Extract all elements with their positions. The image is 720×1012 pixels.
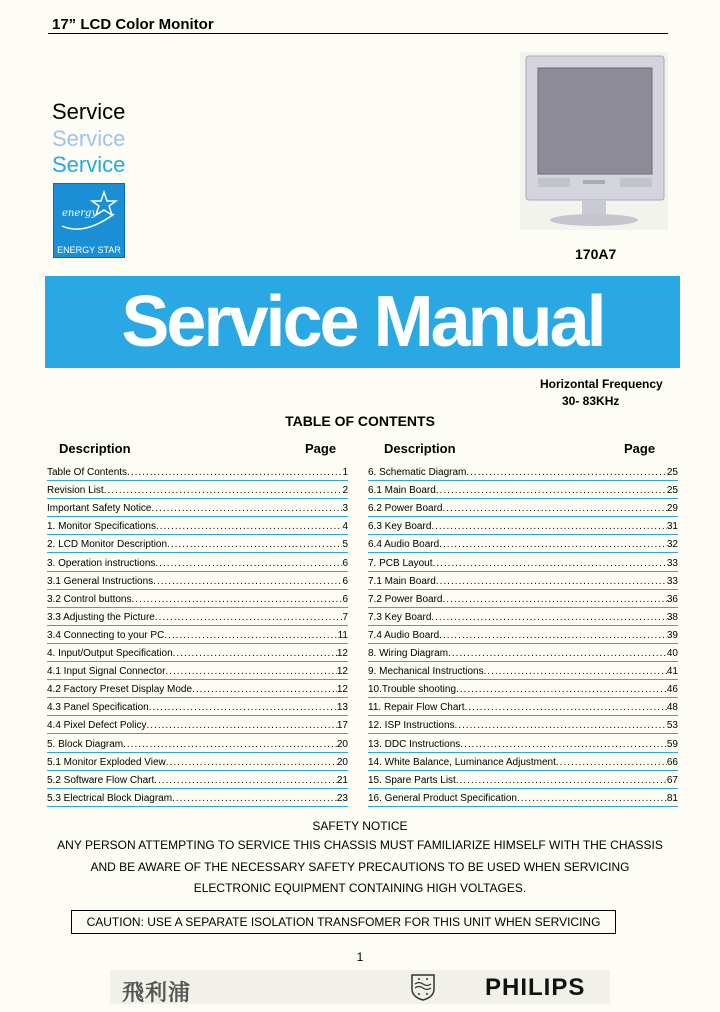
toc-entry-label: 8. Wiring Diagram bbox=[368, 648, 449, 659]
toc-leader-dots bbox=[132, 594, 343, 607]
toc-entry-page: 33 bbox=[666, 575, 678, 587]
toc-entry[interactable] bbox=[47, 661, 348, 680]
toc-entry-page: 6 bbox=[342, 557, 348, 569]
toc-leader-dots bbox=[155, 612, 343, 625]
toc-leader-dots bbox=[443, 594, 667, 607]
horizontal-frequency-value: 30- 83KHz bbox=[562, 394, 620, 408]
toc-leader-dots bbox=[173, 648, 337, 661]
toc-entry[interactable] bbox=[47, 752, 348, 771]
left-page-header: Page bbox=[305, 441, 337, 456]
service-word-3: Service bbox=[52, 152, 126, 177]
toc-entry[interactable] bbox=[47, 734, 348, 753]
philips-shield-icon bbox=[410, 973, 436, 1001]
toc-entry[interactable] bbox=[368, 625, 678, 644]
toc-entry[interactable] bbox=[47, 643, 348, 662]
toc-entry-page: 5 bbox=[342, 539, 348, 551]
toc-leader-dots bbox=[443, 503, 667, 516]
toc-entry-page: 41 bbox=[666, 666, 678, 678]
toc-entry-page: 38 bbox=[666, 611, 678, 623]
toc-entry-label: 4.1 Input Signal Connector bbox=[47, 666, 166, 678]
toc-leader-dots bbox=[164, 630, 337, 643]
toc-entry-page: 1 bbox=[342, 467, 348, 478]
toc-leader-dots bbox=[155, 558, 342, 571]
toc-entry-label: 6.2 Power Board bbox=[368, 503, 443, 515]
toc-entry[interactable] bbox=[47, 697, 348, 716]
toc-entry-label: 4.3 Panel Specification bbox=[47, 702, 149, 714]
toc-entry[interactable] bbox=[47, 788, 348, 807]
toc-entry-page: 25 bbox=[666, 467, 678, 478]
safety-notice-title: SAFETY NOTICE bbox=[312, 819, 408, 833]
toc-entry[interactable] bbox=[368, 788, 678, 807]
service-word-1: Service bbox=[52, 99, 126, 124]
toc-entry-label: 5.2 Software Flow Chart bbox=[47, 774, 155, 786]
toc-leader-dots bbox=[172, 793, 337, 806]
toc-entry-label: 14. White Balance, Luminance Adjustment bbox=[368, 756, 556, 768]
left-description-header: Description bbox=[59, 441, 131, 456]
toc-entry[interactable] bbox=[47, 770, 348, 789]
service-manual-banner bbox=[45, 276, 680, 368]
toc-entry-label: 7.3 Key Board bbox=[368, 611, 432, 623]
toc-leader-dots bbox=[460, 739, 667, 752]
caution-text: CAUTION: USE A SEPARATE ISOLATION TRANSFOMER FOR THIS UNIT WHEN SERVICING bbox=[86, 915, 601, 929]
toc-entry-label: 15. Spare Parts List bbox=[368, 774, 456, 786]
toc-leader-dots bbox=[556, 757, 667, 770]
toc-entry[interactable] bbox=[368, 480, 678, 499]
toc-leader-dots bbox=[466, 467, 667, 480]
toc-entry-page: 40 bbox=[666, 648, 678, 659]
toc-leader-dots bbox=[436, 576, 667, 589]
toc-entry-label: 6.4 Audio Board bbox=[368, 539, 440, 551]
toc-entry-label: 5. Block Diagram bbox=[47, 738, 124, 750]
toc-entry-label: 6.1 Main Board bbox=[368, 485, 436, 497]
toc-leader-dots bbox=[149, 702, 337, 715]
toc-leader-dots bbox=[147, 720, 337, 733]
toc-leader-dots bbox=[448, 648, 667, 661]
toc-entry-page: 21 bbox=[336, 774, 348, 786]
document-title: 17” LCD Color Monitor bbox=[52, 16, 214, 33]
toc-entry-page: 39 bbox=[666, 629, 678, 641]
safety-line-1: ANY PERSON ATTEMPTING TO SERVICE THIS CHASSIS MUST FAMILIARIZE HIMSELF WITH THE CHASSIS bbox=[57, 838, 663, 852]
right-description-header: Description bbox=[384, 441, 456, 456]
toc-entry-page: 29 bbox=[666, 503, 678, 515]
toc-leader-dots bbox=[484, 666, 667, 679]
toc-leader-dots bbox=[123, 739, 337, 752]
toc-entry[interactable] bbox=[368, 697, 678, 716]
toc-entry-label: 13. DDC Instructions bbox=[368, 738, 461, 750]
toc-entry-label: 4.2 Factory Preset Display Mode bbox=[47, 684, 193, 696]
toc-entry[interactable] bbox=[368, 553, 678, 572]
toc-leader-dots bbox=[455, 720, 667, 733]
toc-entry[interactable] bbox=[47, 625, 348, 644]
toc-entry-page: 59 bbox=[666, 738, 678, 750]
toc-entry-label: 7.4 Audio Board bbox=[368, 629, 440, 641]
toc-entry-label: 7. PCB Layout bbox=[368, 557, 433, 569]
toc-entry-page: 13 bbox=[336, 702, 348, 714]
toc-entry[interactable] bbox=[47, 462, 348, 481]
toc-entry-page: 48 bbox=[666, 702, 678, 714]
toc-entry[interactable] bbox=[368, 462, 678, 481]
toc-entry[interactable] bbox=[368, 734, 678, 753]
toc-entry-page: 3 bbox=[342, 503, 348, 515]
toc-title: TABLE OF CONTENTS bbox=[285, 413, 435, 429]
toc-entry-label: 10.Trouble shooting bbox=[368, 684, 457, 696]
toc-leader-dots bbox=[439, 539, 667, 552]
toc-entry-page: 6 bbox=[342, 593, 348, 605]
toc-entry-label: 16. General Product Specification bbox=[368, 792, 517, 804]
toc-entry-label: Revision List bbox=[47, 485, 104, 497]
energy-star-icon bbox=[54, 184, 124, 240]
toc-entry-label: 5.1 Monitor Exploded View bbox=[47, 756, 166, 768]
toc-leader-dots bbox=[152, 503, 343, 516]
toc-entry-label: 7.2 Power Board bbox=[368, 593, 443, 605]
toc-entry-label: 4. Input/Output Specification bbox=[47, 648, 173, 659]
toc-entry[interactable] bbox=[368, 679, 678, 698]
toc-entry[interactable] bbox=[47, 715, 348, 734]
energy-star-label: ENERGY STAR bbox=[57, 245, 121, 255]
toc-leader-dots bbox=[432, 558, 666, 571]
energy-script: energy bbox=[62, 208, 98, 219]
toc-entry[interactable] bbox=[368, 589, 678, 608]
toc-entry-page: 33 bbox=[666, 557, 678, 569]
toc-entry-label: 11. Repair Flow Chart bbox=[368, 702, 465, 714]
toc-leader-dots bbox=[517, 793, 667, 806]
toc-entry-page: 25 bbox=[666, 485, 678, 497]
toc-entry-page: 12 bbox=[336, 648, 348, 659]
toc-leader-dots bbox=[456, 775, 667, 788]
toc-entry-page: 23 bbox=[336, 792, 348, 804]
toc-entry-page: 11 bbox=[337, 629, 348, 641]
toc-entry-label: 6.3 Key Board bbox=[368, 521, 432, 533]
toc-leader-dots bbox=[192, 684, 337, 697]
toc-entry-page: 12 bbox=[336, 666, 348, 678]
toc-leader-dots bbox=[465, 702, 667, 715]
toc-entry[interactable] bbox=[47, 679, 348, 698]
toc-entry-page: 46 bbox=[666, 684, 678, 696]
toc-entry-label: 3.3 Adjusting the Picture bbox=[47, 611, 155, 623]
toc-leader-dots bbox=[127, 467, 342, 480]
toc-entry-page: 36 bbox=[666, 593, 678, 605]
toc-leader-dots bbox=[167, 539, 342, 552]
toc-entry-label: 3. Operation instructions bbox=[47, 557, 156, 569]
toc-entry[interactable] bbox=[47, 498, 348, 517]
toc-entry-label: 3.4 Connecting to your PC bbox=[47, 629, 165, 641]
toc-entry-page: 67 bbox=[666, 774, 678, 786]
toc-entry-label: 5.3 Electrical Block Diagram bbox=[47, 792, 173, 804]
toc-entry[interactable] bbox=[47, 516, 348, 535]
toc-entry-page: 2 bbox=[342, 485, 348, 497]
toc-entry[interactable] bbox=[368, 715, 678, 734]
toc-entry-page: 81 bbox=[666, 792, 678, 804]
toc-entry[interactable] bbox=[47, 571, 348, 590]
safety-line-3: ELECTRONIC EQUIPMENT CONTAINING HIGH VOLTAGES. bbox=[193, 881, 527, 895]
toc-entry-label: 2. LCD Monitor Description bbox=[47, 539, 168, 551]
toc-entry-page: 20 bbox=[336, 738, 348, 750]
banner-text: Service Manual bbox=[121, 282, 604, 362]
toc-entry-label: 1. Monitor Specifications bbox=[47, 521, 156, 533]
toc-entry-page: 6 bbox=[342, 575, 348, 587]
toc-entry[interactable] bbox=[47, 589, 348, 608]
toc-entry-page: 4 bbox=[342, 521, 348, 533]
toc-entry[interactable] bbox=[368, 571, 678, 590]
toc-entry-label: 12. ISP Instructions bbox=[368, 720, 455, 732]
toc-entry-page: 66 bbox=[666, 756, 678, 768]
toc-entry-page: 53 bbox=[666, 720, 678, 732]
footer-brand-bar bbox=[110, 970, 610, 1004]
toc-entry-label: 6. Schematic Diagram bbox=[368, 467, 467, 478]
toc-entry[interactable] bbox=[47, 534, 348, 553]
chinese-brand-name: 飛利浦 bbox=[122, 980, 192, 1005]
toc-entry[interactable] bbox=[47, 553, 348, 572]
toc-leader-dots bbox=[436, 485, 667, 498]
toc-leader-dots bbox=[154, 775, 337, 788]
toc-leader-dots bbox=[165, 666, 336, 679]
page-number: 1 bbox=[356, 950, 364, 964]
title-rule bbox=[48, 33, 668, 34]
toc-entry-page: 32 bbox=[666, 539, 678, 551]
toc-leader-dots bbox=[104, 485, 343, 498]
toc-entry-label: 7.1 Main Board bbox=[368, 575, 436, 587]
toc-entry-label: Important Safety Notice bbox=[47, 503, 152, 515]
toc-entry[interactable] bbox=[368, 643, 678, 662]
toc-entry[interactable] bbox=[368, 516, 678, 535]
toc-entry-page: 17 bbox=[336, 720, 348, 732]
toc-entry[interactable] bbox=[47, 607, 348, 626]
toc-leader-dots bbox=[456, 684, 667, 697]
model-number: 170A7 bbox=[575, 246, 617, 262]
toc-entry[interactable] bbox=[368, 534, 678, 553]
energy-star-logo bbox=[53, 183, 125, 258]
toc-leader-dots bbox=[156, 521, 342, 534]
toc-leader-dots bbox=[166, 757, 337, 770]
toc-entry[interactable] bbox=[368, 770, 678, 789]
toc-entry[interactable] bbox=[47, 480, 348, 499]
service-word-2: Service bbox=[52, 126, 126, 151]
toc-entry-page: 31 bbox=[666, 521, 678, 533]
toc-entry[interactable] bbox=[368, 752, 678, 771]
monitor-image bbox=[520, 52, 668, 230]
toc-entry-label: 9. Mechanical Instructions bbox=[368, 666, 484, 678]
toc-entry-label: 3.2 Control buttons bbox=[47, 593, 132, 605]
toc-leader-dots bbox=[153, 576, 342, 589]
toc-leader-dots bbox=[431, 612, 667, 625]
toc-entry[interactable] bbox=[368, 661, 678, 680]
toc-entry-label: 4.4 Pixel Defect Policy bbox=[47, 720, 147, 732]
toc-entry-page: 12 bbox=[336, 684, 348, 696]
safety-line-2: AND BE AWARE OF THE NECESSARY SAFETY PRECAUTIONS TO BE USED WHEN SERVICING bbox=[90, 860, 630, 874]
right-page-header: Page bbox=[624, 441, 656, 456]
caution-box bbox=[71, 910, 616, 934]
toc-entry-label: 3.1 General Instructions bbox=[47, 575, 154, 587]
toc-entry-label: Table Of Contents bbox=[47, 467, 128, 478]
toc-leader-dots bbox=[439, 630, 667, 643]
philips-wordmark: PHILIPS bbox=[485, 974, 586, 1001]
toc-entry[interactable] bbox=[368, 498, 678, 517]
toc-entry-page: 7 bbox=[342, 611, 348, 623]
horizontal-frequency-label: Horizontal Frequency bbox=[540, 377, 663, 391]
toc-entry-page: 20 bbox=[336, 756, 348, 768]
toc-entry[interactable] bbox=[368, 607, 678, 626]
toc-leader-dots bbox=[431, 521, 667, 534]
